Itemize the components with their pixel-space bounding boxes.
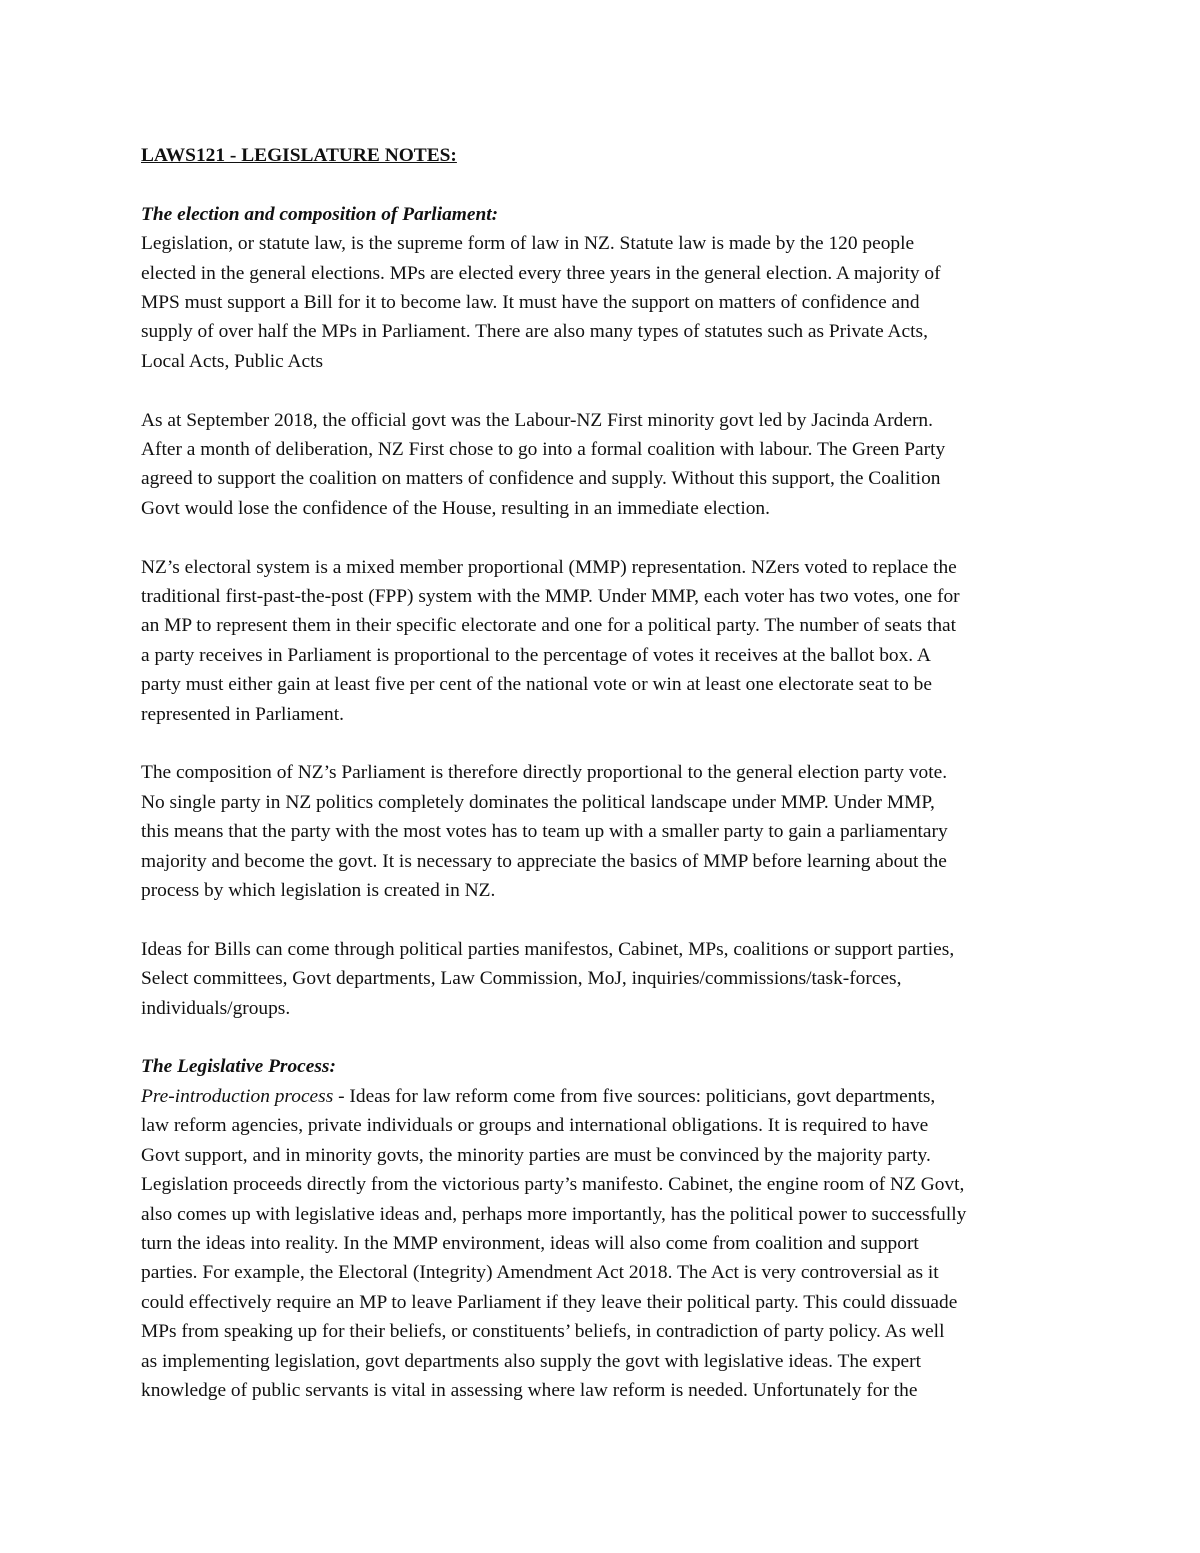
text-line: MPS must support a Bill for it to become law. It must have the support on matters of confidence and [141,292,920,313]
spacer [141,905,1066,934]
text-line: party must either gain at least five per cent of the national vote or win at least one electorate seat to be [141,674,932,696]
paragraph-coalition [141,406,1066,524]
text-line: this means that the party with the most votes has to team up with a smaller party to gain a parliamentary [141,821,948,843]
text-line: knowledge of public servants is vital in assessing where law reform is needed. Unfortunately for the [141,1379,918,1401]
text-line: No single party in NZ politics completely dominates the political landscape under MMP. Under MMP, [141,791,935,813]
text-line: NZ’s electoral system is a mixed member proportional (MMP) representation. NZers voted to replace the [141,556,957,578]
section-heading-legislative-process: The Legislative Process: [141,1056,336,1078]
text-line: parties. For example, the Electoral (Integrity) Amendment Act 2018. The Act is very controversial as it [141,1262,939,1284]
text-line: Local Acts, Public Acts [141,350,324,372]
text-line: also comes up with legislative ideas and, perhaps more importantly, has the political power to successfully [141,1203,967,1225]
spacer [141,523,1066,552]
text-line: represented in Parliament. [141,703,344,725]
text-line: turn the ideas into reality. In the MMP environment, ideas will also come from coalition and support [141,1232,919,1254]
text-line: agreed to support the coalition on matters of confidence and supply. Without this support, the Coalition [141,468,941,490]
text-line: After a month of deliberation, NZ First chose to go into a formal coalition with labour. The Green Party [141,439,946,461]
spacer [141,729,1066,758]
paragraph-statute-law [141,229,1066,376]
text-line: As at September 2018, the official govt was the Labour-NZ First minority govt led by Jacinda Ardern. [141,409,933,431]
text-line: as implementing legislation, govt departments also supply the govt with legislative ideas. The expert [141,1350,921,1372]
text-line: Select committees, Govt departments, Law Commission, MoJ, inquiries/commissions/task-forces, [141,968,902,990]
spacer [141,1023,1066,1052]
text-line: Legislation proceeds directly from the victorious party’s manifesto. Cabinet, the engine room of NZ Govt, [141,1174,965,1196]
text-line: The composition of NZ’s Parliament is therefore directly proportional to the general election party vote. [141,762,948,784]
text-line: an MP to represent them in their specific electorate and one for a political party. The number of seats that [141,615,957,637]
paragraph-mmp [141,553,1066,729]
text-line: elected in the general elections. MPs are elected every three years in the general election. A majority of [141,262,941,284]
text-line: Govt would lose the confidence of the House, resulting in an immediate election. [141,497,770,519]
text-line: Legislation, or statute law, is the supreme form of law in NZ. Statute law is made by the 120 people [141,233,915,255]
spacer [141,376,1066,405]
pre-introduction-lead: Pre-introduction process [141,1085,334,1107]
paragraph-composition [141,758,1066,905]
pre-introduction-lead-rest: - Ideas for law reform come from five sources: politicians, govt departments, [333,1085,936,1107]
paragraph-ideas-for-bills [141,935,1066,1023]
text-line: majority and become the govt. It is necessary to appreciate the basics of MMP before learning about the [141,850,947,872]
section-heading-election: The election and composition of Parliament: [141,203,499,225]
text-line: supply of over half the MPs in Parliament. There are also many types of statutes such as Private Acts, [141,321,928,343]
text-line: individuals/groups. [141,997,291,1019]
paragraph-pre-introduction [141,1082,1066,1405]
text-line: Ideas for Bills can come through political parties manifestos, Cabinet, MPs, coalitions or support parties, [141,938,955,960]
text-line [141,1082,1066,1111]
text-line: a party receives in Parliament is proportional to the percentage of votes it receives at the ballot box. A [141,644,931,666]
text-line: Govt support, and in minority govts, the minority parties are must be convinced by the majority party. [141,1144,931,1166]
text-line: MPs from speaking up for their beliefs, or constituents’ beliefs, in contradiction of party policy. As well [141,1321,945,1343]
text-line: process by which legislation is created in NZ. [141,880,496,902]
text-line: could effectively require an MP to leave Parliament if they leave their political party. This could dissuade [141,1291,958,1313]
text-line: law reform agencies, private individuals or groups and international obligations. It is required to have [141,1115,929,1137]
document-body [141,141,1066,1405]
text-line: traditional first-past-the-post (FPP) system with the MMP. Under MMP, each voter has two votes, one for [141,586,960,608]
spacer [141,170,1066,199]
document-title: LAWS121 - LEGISLATURE NOTES: [141,145,457,166]
